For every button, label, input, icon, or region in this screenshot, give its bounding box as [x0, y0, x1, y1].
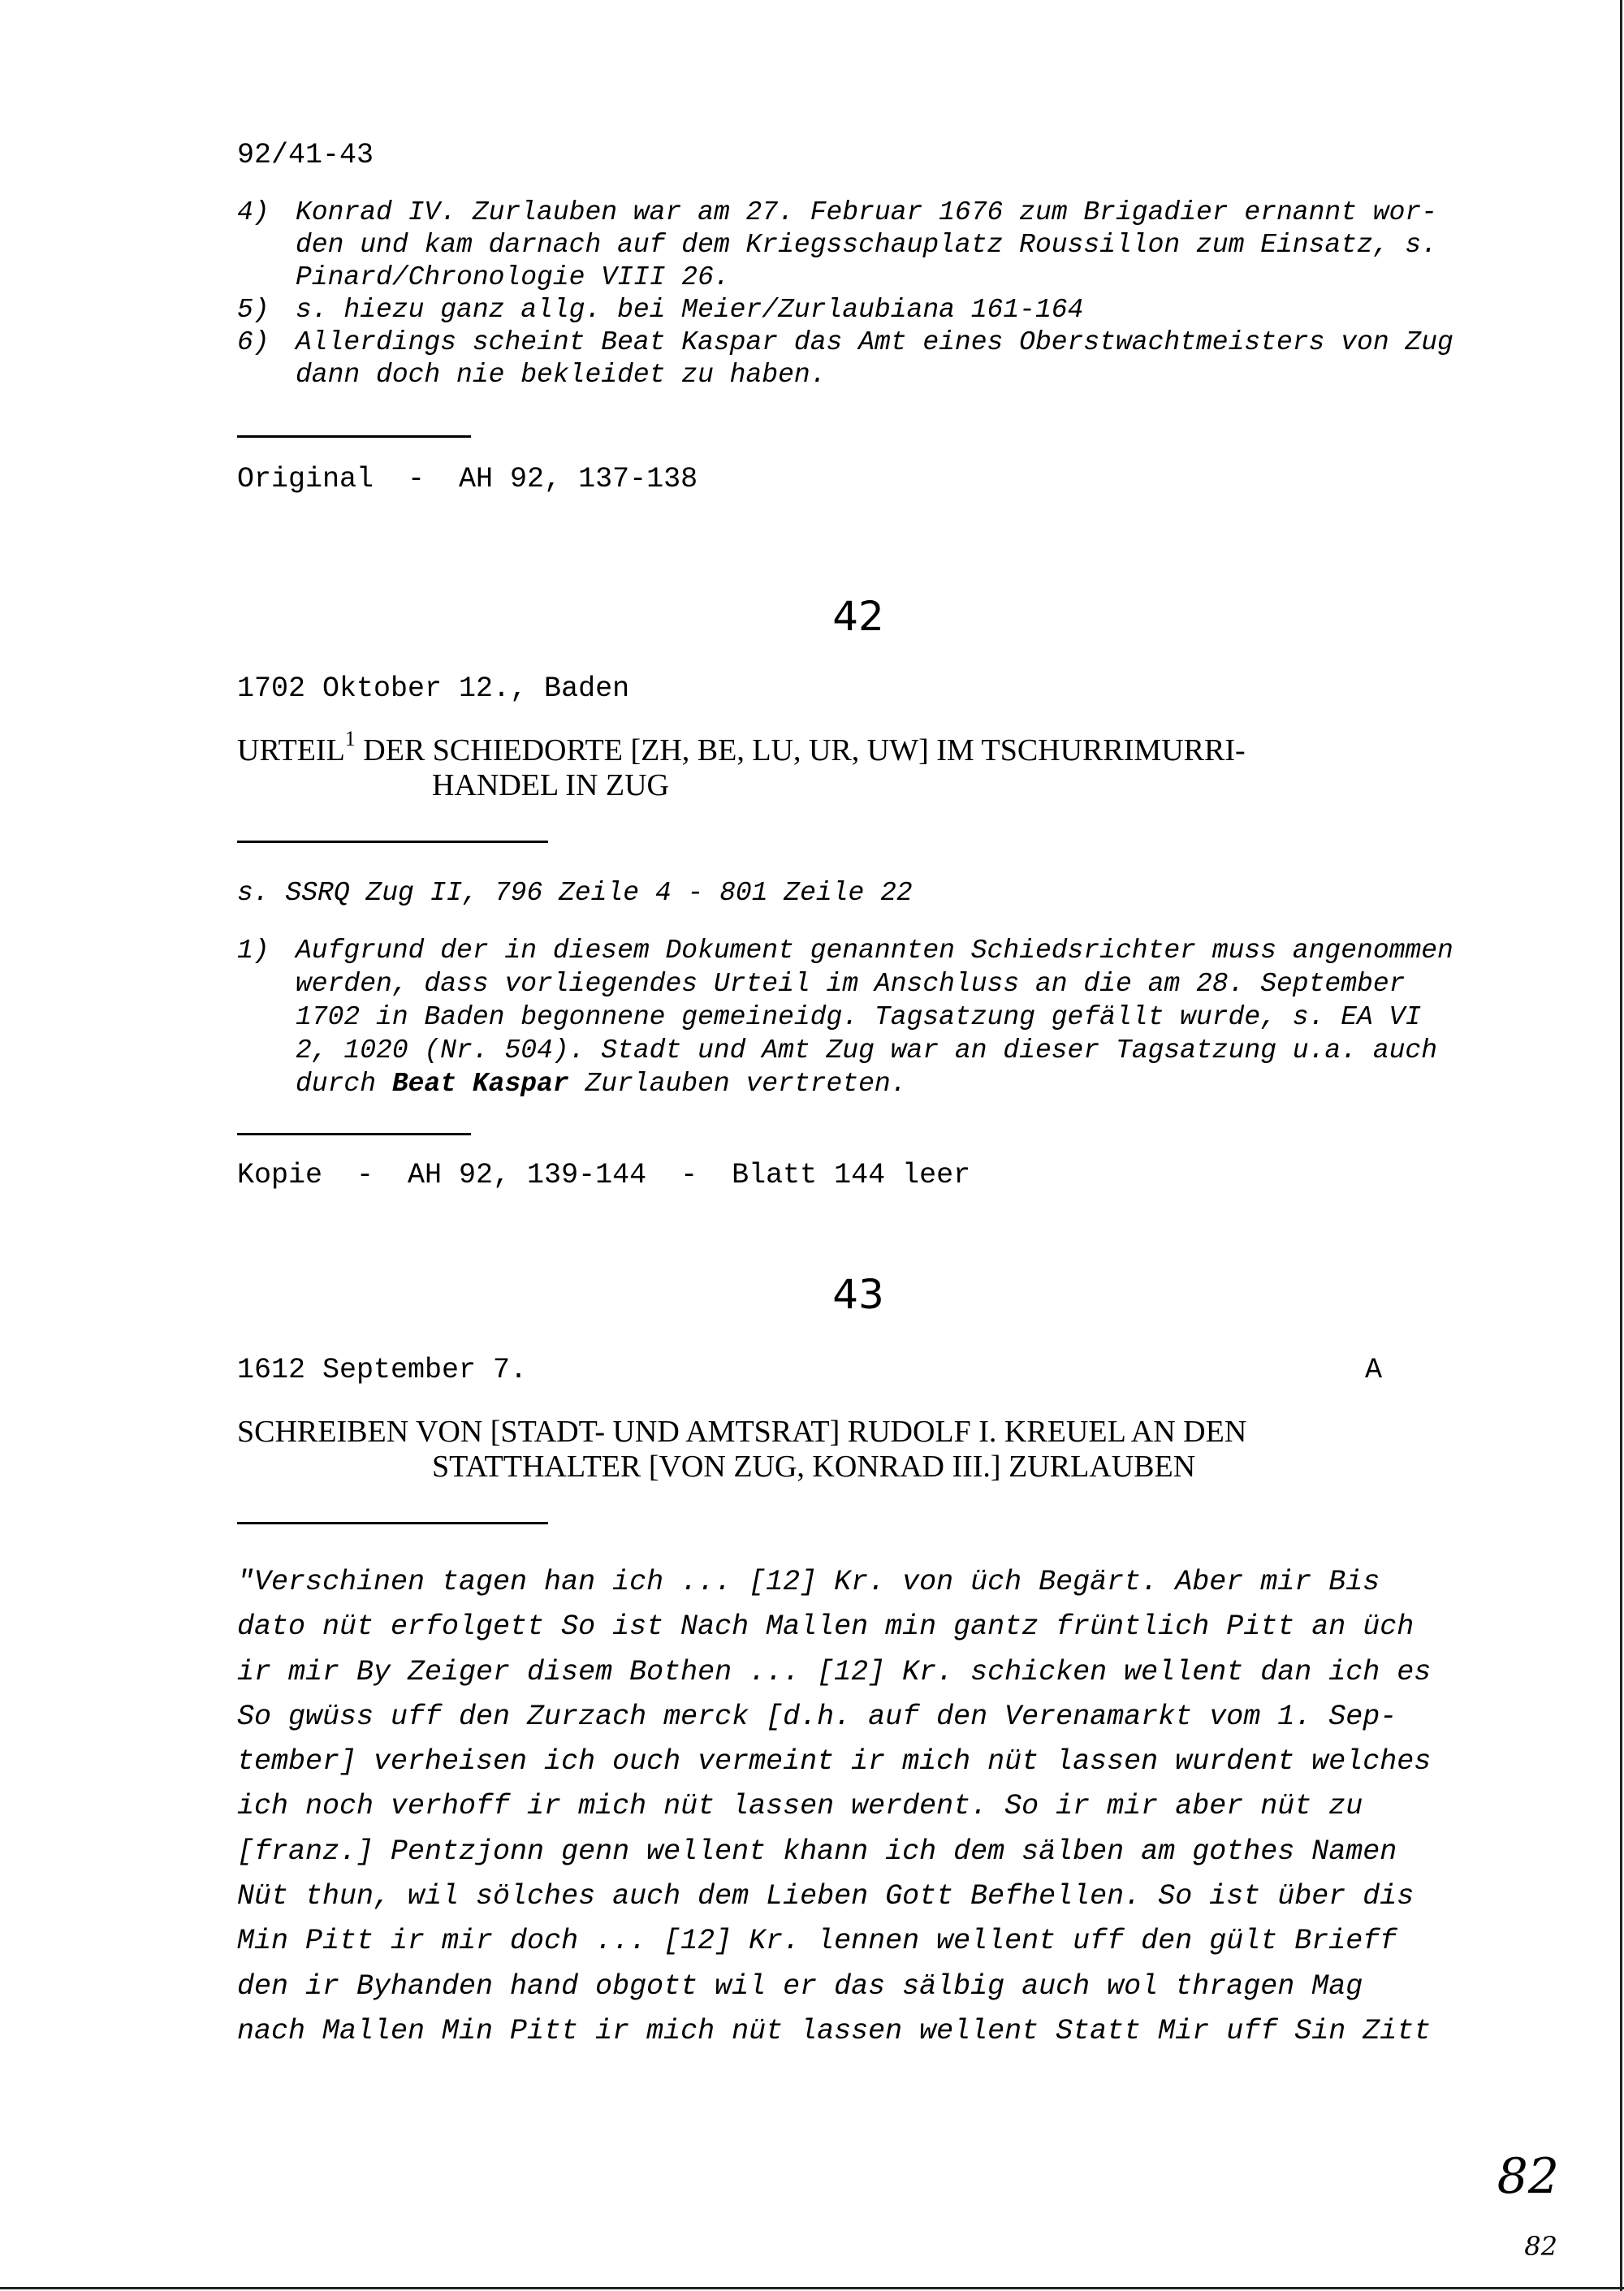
footnote-text — [296, 934, 1504, 1100]
title-line-2: STATTHALTER [VON ZUG, KONRAD III.] ZURLAUBEN — [432, 1450, 1196, 1484]
document-date-43: 1612 September 7. — [237, 1354, 528, 1386]
title-word: URTEIL — [237, 733, 345, 767]
footnote-5 — [237, 294, 1504, 326]
page-border-right — [1620, 0, 1622, 2291]
footnote-marker: 1 — [344, 727, 356, 750]
footnote-number: 5) — [237, 295, 270, 325]
document-title-42 — [237, 727, 1504, 803]
separator-rule — [237, 435, 471, 438]
footnote-text-b: Zurlauben vertreten. — [568, 1069, 907, 1099]
separator-rule — [237, 1522, 548, 1524]
footnote-number: 1) — [237, 936, 270, 966]
handwritten-page-number: 82 — [1524, 2231, 1557, 2262]
footnote-4 — [237, 197, 1504, 294]
footnote-6 — [237, 326, 1504, 391]
separator-rule — [237, 1133, 471, 1135]
page-border-bottom — [0, 2287, 1624, 2289]
footnote-text: s. hiezu ganz allg. bei Meier/Zurlaubiana 161-164 — [296, 295, 1084, 325]
source-line-42: Kopie - AH 92, 139-144 - Blatt 144 leer — [237, 1159, 971, 1191]
footnotes-41 — [237, 197, 1504, 391]
footnote-number: 4) — [237, 197, 270, 227]
document-date-42: 1702 Oktober 12., Baden — [237, 672, 630, 705]
footnote-number: 6) — [237, 327, 270, 357]
letter-quote: "Verschinen tagen han ich ... [12] Kr. von üch Begärt. Aber mir Bis dato nüt erfolgett So ist Nach Mallen min gantz früntlich Pitt an üch ir mir By Zeiger disem Bothen ... [12] Kr. schicken wellent dan ich es So gwüss uff den Zurzach merck [d.h. auf den Verenamarkt vom 1. Sep- tember] verheisen ich ouch vermeint ir mich nüt lassen wurdent welches ich noch verhoff ir mich nüt lassen werdent. So ir mir aber nüt zu [franz.] Pentzjonn genn wellent khann ich dem sälben am gothes Namen Nüt thun, wil sölches auch dem Lieben Gott Befhellen. So ist über dis Min Pitt ir mir doch ... [12] Kr. lennen wellent uff den gült Brieff den ir Byhanden hand obgott wil er das sälbig auch wol thragen Mag nach Mallen Min Pitt ir mich nüt lassen wellent Statt Mir uff Sin Zitt — [237, 1566, 1432, 2047]
document-number-42: 42 — [832, 593, 884, 640]
footnote-text: Allerdings scheint Beat Kaspar das Amt eines Oberstwachtmeisters von Zug dann doch nie bekleidet zu haben. — [296, 327, 1453, 390]
document-marker: A — [1364, 1354, 1382, 1386]
date-row-43 — [237, 1353, 1382, 1387]
document-number-43: 43 — [832, 1271, 884, 1318]
footnote-42-1 — [237, 934, 1504, 1100]
title-line-2: HANDEL IN ZUG — [432, 768, 669, 802]
reference-text: s. SSRQ Zug II, 796 Zeile 4 - 801 Zeile 22 — [237, 878, 913, 908]
footnote-text: Konrad IV. Zurlauben war am 27. Februar 1676 zum Brigadier ernannt wor- den und kam darnach auf dem Kriegsschauplatz Roussillon zum Einsatz, s. Pinard/Chronologie VIII 26. — [296, 197, 1438, 292]
reference-42 — [237, 877, 1504, 910]
title-rest: DER SCHIEDORTE [ZH, BE, LU, UR, UW] IM TSCHURRIMURRI- — [355, 733, 1246, 767]
handwritten-mark: 82 — [1497, 2148, 1559, 2205]
document-page — [237, 136, 1504, 2054]
footnote-bold-name: Beat Kaspar — [391, 1069, 569, 1099]
separator-rule — [237, 841, 548, 843]
document-title-43 — [237, 1415, 1504, 1485]
title-line-1: SCHREIBEN VON [STADT- UND AMTSRAT] RUDOLF I. KREUEL AN DEN — [237, 1415, 1247, 1449]
source-line-41: Original - AH 92, 137-138 — [237, 463, 698, 495]
page-reference: 92/41-43 — [237, 139, 374, 171]
footnote-text-a: Aufgrund der in diesem Dokument genannten Schiedsrichter muss angenommen werden, dass vorliegendes Urteil im Anschluss an die am 28. September 1702 in Baden begonnene gemeineidg. Tagsatzung gefällt wurde, s. EA VI 2, 1020 (Nr. 504). Stadt und Amt Zug war an dieser Tagsatzung u.a. auch durch — [296, 936, 1453, 1099]
